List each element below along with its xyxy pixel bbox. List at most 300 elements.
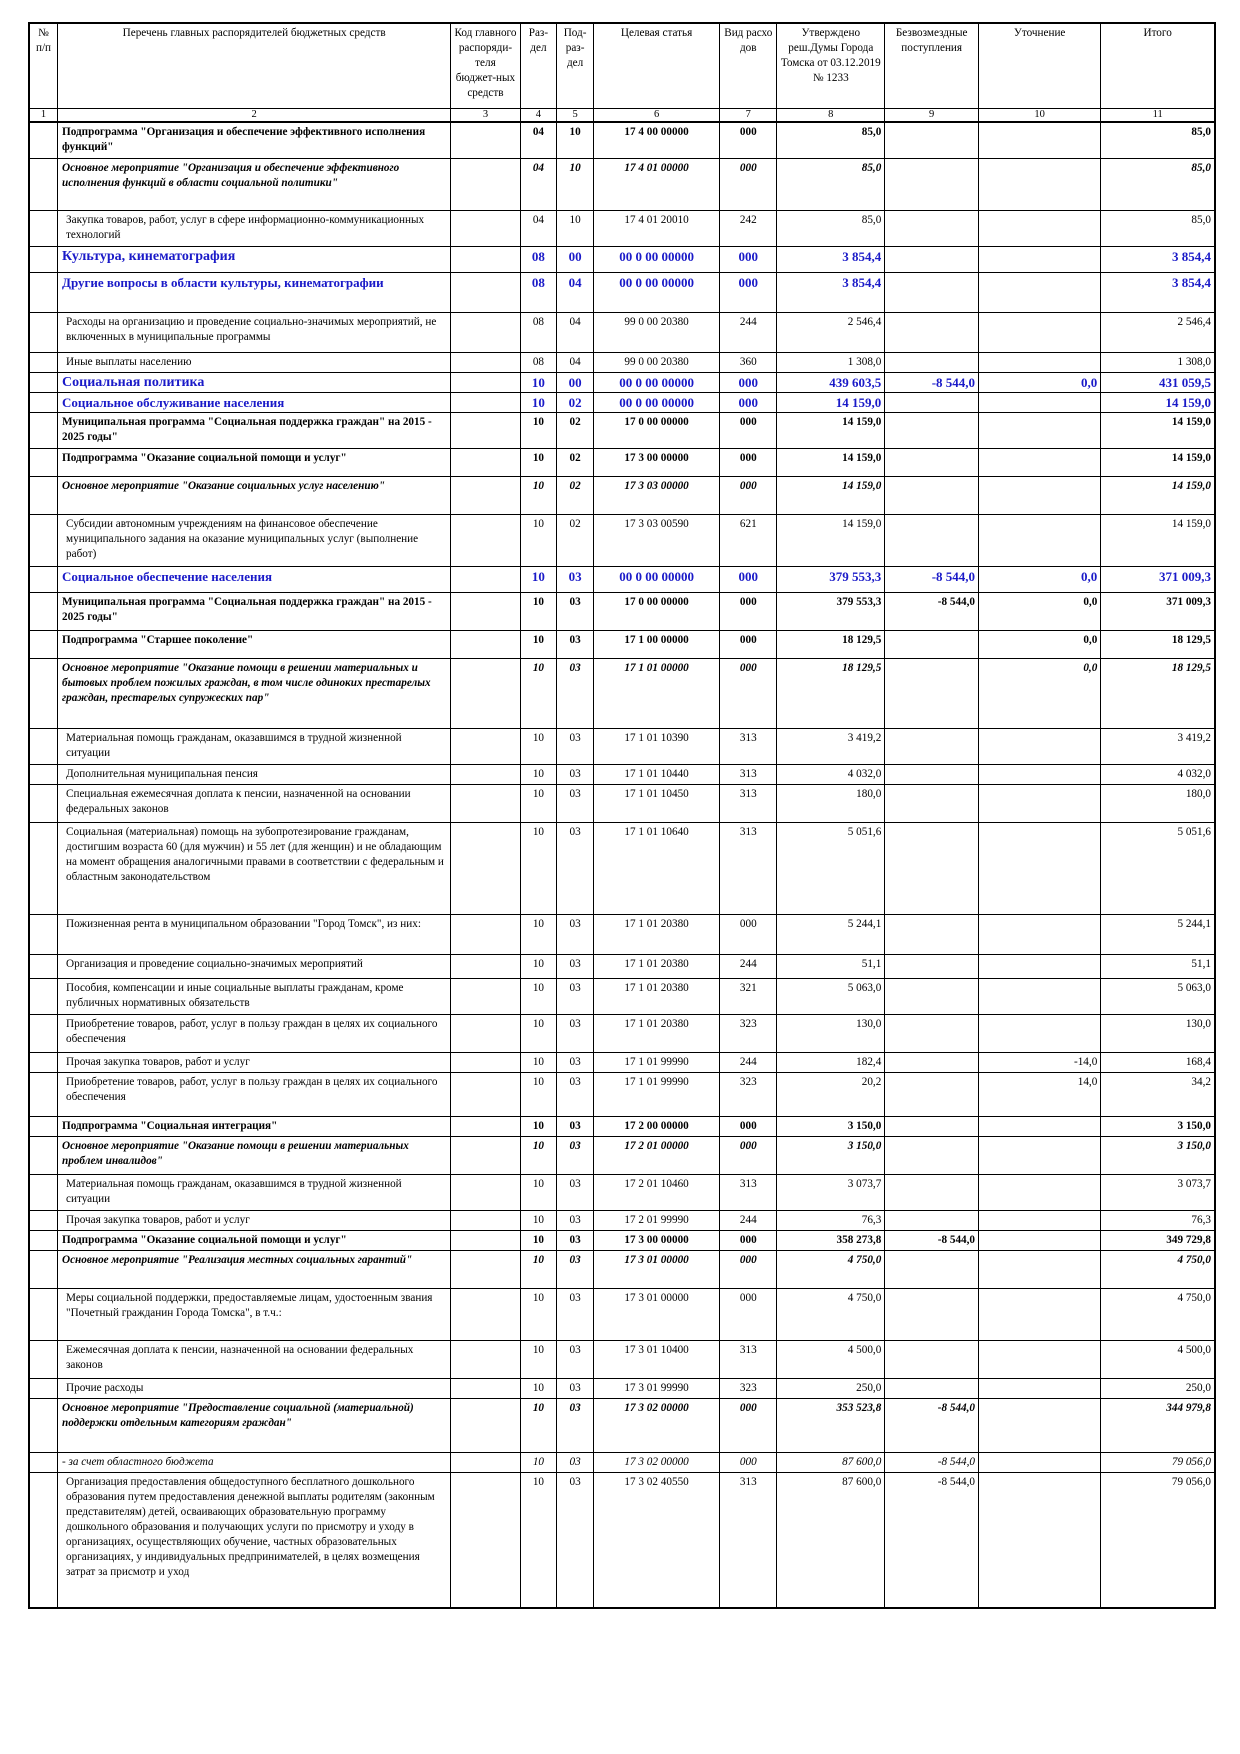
- cell-clarification: [979, 954, 1101, 978]
- cell-gratuitous-receipts: [885, 954, 979, 978]
- cell-item-name: Основное мероприятие "Оказание социальных услуг населению": [58, 476, 451, 514]
- cell-total: 14 159,0: [1101, 476, 1215, 514]
- cell-section: 04: [520, 158, 557, 210]
- cell-target-article: 17 1 01 20380: [593, 1014, 719, 1052]
- table-row: [29, 566, 1215, 592]
- cell-section: 10: [520, 1136, 557, 1174]
- cell-expense-type: 621: [720, 514, 777, 566]
- table-row: [29, 448, 1215, 476]
- cell-section: 08: [520, 272, 557, 312]
- cell-expense-type: 244: [720, 1052, 777, 1072]
- cell-clarification: [979, 1116, 1101, 1136]
- cell-total: 250,0: [1101, 1378, 1215, 1398]
- cell-total: 14 159,0: [1101, 392, 1215, 412]
- cell-gratuitous-receipts: [885, 978, 979, 1014]
- cell-distributor-code: [451, 1014, 520, 1052]
- cell-expense-type: 000: [720, 1452, 777, 1472]
- table-body: [29, 122, 1215, 1608]
- cell-target-article: 17 2 00 00000: [593, 1116, 719, 1136]
- cell-target-article: 17 3 02 00000: [593, 1452, 719, 1472]
- column-number: 6: [593, 109, 719, 123]
- cell-subsection: 03: [557, 1378, 594, 1398]
- cell-target-article: 17 3 00 00000: [593, 1230, 719, 1250]
- cell-clarification: [979, 1398, 1101, 1452]
- cell-total: 180,0: [1101, 784, 1215, 822]
- cell-target-article: 17 0 00 00000: [593, 412, 719, 448]
- cell-total: 2 546,4: [1101, 312, 1215, 352]
- cell-subsection: 04: [557, 352, 594, 372]
- cell-item-name: Основное мероприятие "Реализация местных социальных гарантий": [58, 1250, 451, 1288]
- cell-approved: 1 308,0: [777, 352, 885, 372]
- cell-distributor-code: [451, 392, 520, 412]
- cell-clarification: [979, 412, 1101, 448]
- cell-number: [29, 514, 58, 566]
- cell-total: 34,2: [1101, 1072, 1215, 1116]
- cell-gratuitous-receipts: -8 544,0: [885, 1472, 979, 1608]
- cell-gratuitous-receipts: [885, 1174, 979, 1210]
- cell-expense-type: 242: [720, 210, 777, 246]
- cell-subsection: 03: [557, 1174, 594, 1210]
- table-row: [29, 158, 1215, 210]
- cell-expense-type: 000: [720, 476, 777, 514]
- cell-subsection: 00: [557, 246, 594, 272]
- cell-target-article: 17 3 02 00000: [593, 1398, 719, 1452]
- table-row: [29, 954, 1215, 978]
- cell-clarification: [979, 728, 1101, 764]
- cell-expense-type: 000: [720, 1250, 777, 1288]
- cell-section: 10: [520, 1116, 557, 1136]
- cell-number: [29, 1340, 58, 1378]
- cell-approved: 4 500,0: [777, 1340, 885, 1378]
- cell-number: [29, 978, 58, 1014]
- cell-clarification: [979, 1340, 1101, 1378]
- cell-item-name: Материальная помощь гражданам, оказавшимся в трудной жизненной ситуации: [58, 728, 451, 764]
- cell-gratuitous-receipts: [885, 1052, 979, 1072]
- header-clarification: Уточнение: [979, 23, 1101, 109]
- table-row: [29, 372, 1215, 392]
- header-number: № п/п: [29, 23, 58, 109]
- cell-number: [29, 822, 58, 914]
- cell-clarification: [979, 122, 1101, 158]
- cell-number: [29, 122, 58, 158]
- cell-gratuitous-receipts: -8 544,0: [885, 1398, 979, 1452]
- cell-item-name: Основное мероприятие "Предоставление социальной (материальной) поддержки отдельным категориям граждан": [58, 1398, 451, 1452]
- cell-approved: 3 073,7: [777, 1174, 885, 1210]
- cell-subsection: 03: [557, 1230, 594, 1250]
- cell-expense-type: 244: [720, 954, 777, 978]
- cell-item-name: Пожизненная рента в муниципальном образовании "Город Томск", из них:: [58, 914, 451, 954]
- cell-item-name: Муниципальная программа "Социальная поддержка граждан" на 2015 - 2025 годы": [58, 412, 451, 448]
- table-row: [29, 914, 1215, 954]
- cell-target-article: 17 3 01 99990: [593, 1378, 719, 1398]
- cell-total: 76,3: [1101, 1210, 1215, 1230]
- table-row: [29, 1288, 1215, 1340]
- table-row: [29, 1378, 1215, 1398]
- cell-target-article: 00 0 00 00000: [593, 246, 719, 272]
- header-total: Итого: [1101, 23, 1215, 109]
- table-row: [29, 312, 1215, 352]
- cell-total: 4 032,0: [1101, 764, 1215, 784]
- cell-gratuitous-receipts: [885, 448, 979, 476]
- cell-item-name: Приобретение товаров, работ, услуг в пользу граждан в целях их социального обеспечения: [58, 1014, 451, 1052]
- table-row: [29, 822, 1215, 914]
- cell-target-article: 17 3 01 10400: [593, 1340, 719, 1378]
- cell-target-article: 17 4 01 00000: [593, 158, 719, 210]
- cell-total: 5 051,6: [1101, 822, 1215, 914]
- cell-approved: 85,0: [777, 210, 885, 246]
- table-row: [29, 1072, 1215, 1116]
- cell-approved: 85,0: [777, 158, 885, 210]
- cell-gratuitous-receipts: [885, 1014, 979, 1052]
- cell-target-article: 17 3 03 00000: [593, 476, 719, 514]
- table-row: [29, 1250, 1215, 1288]
- cell-section: 10: [520, 476, 557, 514]
- cell-total: 5 063,0: [1101, 978, 1215, 1014]
- header-subsection: Под-раз-дел: [557, 23, 594, 109]
- cell-clarification: [979, 978, 1101, 1014]
- cell-distributor-code: [451, 954, 520, 978]
- cell-item-name: Субсидии автономным учреждениям на финансовое обеспечение муниципального задания на оказание муниципальных услуг (выполнение работ): [58, 514, 451, 566]
- cell-target-article: 17 1 01 99990: [593, 1052, 719, 1072]
- cell-subsection: 02: [557, 412, 594, 448]
- cell-gratuitous-receipts: [885, 728, 979, 764]
- table-row: [29, 630, 1215, 658]
- cell-distributor-code: [451, 658, 520, 728]
- cell-number: [29, 630, 58, 658]
- cell-subsection: 03: [557, 1210, 594, 1230]
- cell-distributor-code: [451, 514, 520, 566]
- cell-number: [29, 1452, 58, 1472]
- cell-item-name: Муниципальная программа "Социальная поддержка граждан" на 2015 - 2025 годы": [58, 592, 451, 630]
- cell-clarification: [979, 822, 1101, 914]
- cell-target-article: 17 1 01 99990: [593, 1072, 719, 1116]
- cell-approved: 3 150,0: [777, 1136, 885, 1174]
- cell-approved: 439 603,5: [777, 372, 885, 392]
- cell-subsection: 03: [557, 764, 594, 784]
- cell-distributor-code: [451, 246, 520, 272]
- cell-subsection: 03: [557, 1472, 594, 1608]
- cell-number: [29, 476, 58, 514]
- cell-subsection: 00: [557, 372, 594, 392]
- cell-expense-type: 000: [720, 448, 777, 476]
- cell-expense-type: 000: [720, 914, 777, 954]
- cell-gratuitous-receipts: -8 544,0: [885, 372, 979, 392]
- cell-expense-type: 000: [720, 566, 777, 592]
- cell-item-name: Социальное обслуживание населения: [58, 392, 451, 412]
- cell-number: [29, 1378, 58, 1398]
- cell-clarification: [979, 514, 1101, 566]
- cell-approved: 18 129,5: [777, 658, 885, 728]
- table-row: [29, 272, 1215, 312]
- cell-item-name: Расходы на организацию и проведение социально-значимых мероприятий, не включенных в муниципальные программы: [58, 312, 451, 352]
- cell-item-name: Меры социальной поддержки, предоставляемые лицам, удостоенным звания "Почетный гражданин Города Томска", в т.ч.:: [58, 1288, 451, 1340]
- cell-target-article: 99 0 00 20380: [593, 312, 719, 352]
- cell-total: 79 056,0: [1101, 1452, 1215, 1472]
- cell-subsection: 03: [557, 630, 594, 658]
- cell-item-name: - за счет областного бюджета: [58, 1452, 451, 1472]
- table-row: [29, 1116, 1215, 1136]
- cell-subsection: 04: [557, 272, 594, 312]
- cell-gratuitous-receipts: -8 544,0: [885, 592, 979, 630]
- cell-clarification: [979, 476, 1101, 514]
- cell-approved: 250,0: [777, 1378, 885, 1398]
- table-row: [29, 1472, 1215, 1608]
- cell-number: [29, 764, 58, 784]
- cell-number: [29, 1136, 58, 1174]
- cell-number: [29, 1250, 58, 1288]
- cell-target-article: 17 4 01 20010: [593, 210, 719, 246]
- cell-approved: 14 159,0: [777, 514, 885, 566]
- cell-section: 10: [520, 412, 557, 448]
- cell-item-name: Подпрограмма "Организация и обеспечение эффективного исполнения функций": [58, 122, 451, 158]
- cell-number: [29, 1174, 58, 1210]
- cell-clarification: [979, 1250, 1101, 1288]
- cell-distributor-code: [451, 1452, 520, 1472]
- cell-section: 10: [520, 914, 557, 954]
- cell-clarification: [979, 1014, 1101, 1052]
- cell-total: 85,0: [1101, 122, 1215, 158]
- cell-approved: 182,4: [777, 1052, 885, 1072]
- cell-number: [29, 658, 58, 728]
- cell-clarification: [979, 1210, 1101, 1230]
- cell-item-name: Социальная (материальная) помощь на зубопротезирование гражданам, достигшим возраста 60 (для мужчин) и 55 лет (для женщин) и не обладающим на момент обращения аналогичными правами в соответствии с федеральным и областным законодательством: [58, 822, 451, 914]
- cell-number: [29, 272, 58, 312]
- cell-target-article: 17 1 01 20380: [593, 954, 719, 978]
- cell-item-name: Подпрограмма "Старшее поколение": [58, 630, 451, 658]
- cell-clarification: 0,0: [979, 658, 1101, 728]
- cell-approved: 4 750,0: [777, 1250, 885, 1288]
- cell-approved: 4 032,0: [777, 764, 885, 784]
- cell-item-name: Иные выплаты населению: [58, 352, 451, 372]
- cell-section: 04: [520, 122, 557, 158]
- cell-gratuitous-receipts: [885, 1378, 979, 1398]
- cell-gratuitous-receipts: [885, 122, 979, 158]
- cell-item-name: Организация и проведение социально-значимых мероприятий: [58, 954, 451, 978]
- cell-total: 371 009,3: [1101, 592, 1215, 630]
- budget-table: [28, 22, 1216, 1609]
- cell-approved: 5 063,0: [777, 978, 885, 1014]
- cell-expense-type: 000: [720, 592, 777, 630]
- table-row: [29, 1340, 1215, 1378]
- cell-expense-type: 000: [720, 658, 777, 728]
- cell-total: 51,1: [1101, 954, 1215, 978]
- cell-clarification: 0,0: [979, 372, 1101, 392]
- cell-clarification: 14,0: [979, 1072, 1101, 1116]
- cell-distributor-code: [451, 122, 520, 158]
- cell-clarification: [979, 158, 1101, 210]
- cell-approved: 14 159,0: [777, 448, 885, 476]
- cell-distributor-code: [451, 272, 520, 312]
- cell-number: [29, 954, 58, 978]
- cell-distributor-code: [451, 476, 520, 514]
- cell-subsection: 03: [557, 914, 594, 954]
- header-expense-type: Вид расхо дов: [720, 23, 777, 109]
- cell-subsection: 10: [557, 210, 594, 246]
- cell-expense-type: 313: [720, 1174, 777, 1210]
- cell-clarification: [979, 1230, 1101, 1250]
- cell-approved: 87 600,0: [777, 1472, 885, 1608]
- cell-target-article: 17 1 01 20380: [593, 978, 719, 1014]
- cell-number: [29, 210, 58, 246]
- table-row: [29, 1230, 1215, 1250]
- table-row: [29, 1174, 1215, 1210]
- cell-approved: 18 129,5: [777, 630, 885, 658]
- table-row: [29, 1136, 1215, 1174]
- cell-approved: 5 051,6: [777, 822, 885, 914]
- header-distributor-code: Код главного распоряди-теля бюджет-ных средств: [451, 23, 520, 109]
- cell-distributor-code: [451, 566, 520, 592]
- cell-item-name: Основное мероприятие "Оказание помощи в решении материальных проблем инвалидов": [58, 1136, 451, 1174]
- cell-gratuitous-receipts: [885, 312, 979, 352]
- cell-total: 5 244,1: [1101, 914, 1215, 954]
- cell-target-article: 17 1 01 20380: [593, 914, 719, 954]
- cell-expense-type: 313: [720, 822, 777, 914]
- cell-section: 10: [520, 630, 557, 658]
- cell-clarification: [979, 1136, 1101, 1174]
- cell-clarification: [979, 246, 1101, 272]
- cell-target-article: 17 3 02 40550: [593, 1472, 719, 1608]
- cell-distributor-code: [451, 1250, 520, 1288]
- cell-expense-type: 313: [720, 784, 777, 822]
- column-number: 11: [1101, 109, 1215, 123]
- cell-total: 371 009,3: [1101, 566, 1215, 592]
- cell-number: [29, 914, 58, 954]
- cell-approved: 85,0: [777, 122, 885, 158]
- cell-subsection: 02: [557, 514, 594, 566]
- cell-gratuitous-receipts: [885, 392, 979, 412]
- header-distributors: Перечень главных распорядителей бюджетных средств: [58, 23, 451, 109]
- cell-item-name: Дополнительная муниципальная пенсия: [58, 764, 451, 784]
- cell-total: 431 059,5: [1101, 372, 1215, 392]
- cell-total: 14 159,0: [1101, 448, 1215, 476]
- cell-section: 10: [520, 1398, 557, 1452]
- cell-number: [29, 1014, 58, 1052]
- cell-approved: 379 553,3: [777, 592, 885, 630]
- cell-gratuitous-receipts: [885, 1288, 979, 1340]
- cell-target-article: 17 1 00 00000: [593, 630, 719, 658]
- cell-item-name: Прочие расходы: [58, 1378, 451, 1398]
- cell-subsection: 03: [557, 1398, 594, 1452]
- cell-target-article: 99 0 00 20380: [593, 352, 719, 372]
- cell-total: 14 159,0: [1101, 514, 1215, 566]
- cell-gratuitous-receipts: [885, 1072, 979, 1116]
- cell-expense-type: 000: [720, 1288, 777, 1340]
- cell-approved: 353 523,8: [777, 1398, 885, 1452]
- cell-total: 18 129,5: [1101, 630, 1215, 658]
- column-number: 2: [58, 109, 451, 123]
- cell-subsection: 10: [557, 158, 594, 210]
- cell-target-article: 00 0 00 00000: [593, 392, 719, 412]
- cell-number: [29, 392, 58, 412]
- cell-clarification: [979, 272, 1101, 312]
- cell-target-article: 17 4 00 00000: [593, 122, 719, 158]
- cell-clarification: [979, 1472, 1101, 1608]
- cell-number: [29, 372, 58, 392]
- cell-gratuitous-receipts: [885, 1340, 979, 1378]
- cell-distributor-code: [451, 1174, 520, 1210]
- cell-approved: 3 150,0: [777, 1116, 885, 1136]
- cell-expense-type: 000: [720, 372, 777, 392]
- header-target-article: Целевая статья: [593, 23, 719, 109]
- cell-approved: 130,0: [777, 1014, 885, 1052]
- cell-approved: 379 553,3: [777, 566, 885, 592]
- table-row: [29, 514, 1215, 566]
- cell-target-article: 17 2 01 00000: [593, 1136, 719, 1174]
- cell-subsection: 03: [557, 978, 594, 1014]
- cell-gratuitous-receipts: [885, 764, 979, 784]
- cell-target-article: 17 3 01 00000: [593, 1250, 719, 1288]
- cell-distributor-code: [451, 630, 520, 658]
- cell-number: [29, 312, 58, 352]
- cell-item-name: Прочая закупка товаров, работ и услуг: [58, 1210, 451, 1230]
- table-row: [29, 1398, 1215, 1452]
- column-number: 5: [557, 109, 594, 123]
- column-numbers-row: [29, 109, 1215, 123]
- cell-section: 10: [520, 822, 557, 914]
- cell-section: 10: [520, 592, 557, 630]
- cell-distributor-code: [451, 1210, 520, 1230]
- cell-approved: 14 159,0: [777, 392, 885, 412]
- cell-expense-type: 323: [720, 1378, 777, 1398]
- cell-total: 4 750,0: [1101, 1250, 1215, 1288]
- table-row: [29, 592, 1215, 630]
- cell-subsection: 03: [557, 592, 594, 630]
- cell-gratuitous-receipts: [885, 914, 979, 954]
- cell-approved: 180,0: [777, 784, 885, 822]
- cell-total: 3 854,4: [1101, 272, 1215, 312]
- cell-expense-type: 000: [720, 246, 777, 272]
- table-row: [29, 476, 1215, 514]
- cell-approved: 87 600,0: [777, 1452, 885, 1472]
- cell-subsection: 03: [557, 1052, 594, 1072]
- cell-gratuitous-receipts: [885, 352, 979, 372]
- cell-distributor-code: [451, 1136, 520, 1174]
- cell-expense-type: 313: [720, 1340, 777, 1378]
- cell-expense-type: 000: [720, 1116, 777, 1136]
- table-header: [29, 23, 1215, 122]
- cell-approved: 51,1: [777, 954, 885, 978]
- cell-total: 344 979,8: [1101, 1398, 1215, 1452]
- cell-expense-type: 000: [720, 122, 777, 158]
- cell-subsection: 03: [557, 1452, 594, 1472]
- cell-subsection: 03: [557, 1340, 594, 1378]
- cell-expense-type: 000: [720, 630, 777, 658]
- cell-distributor-code: [451, 1052, 520, 1072]
- cell-target-article: 17 3 01 00000: [593, 1288, 719, 1340]
- cell-distributor-code: [451, 448, 520, 476]
- cell-section: 10: [520, 1452, 557, 1472]
- cell-total: 130,0: [1101, 1014, 1215, 1052]
- table-row: [29, 352, 1215, 372]
- cell-expense-type: 000: [720, 272, 777, 312]
- cell-total: 3 854,4: [1101, 246, 1215, 272]
- cell-approved: 3 854,4: [777, 272, 885, 312]
- cell-clarification: [979, 210, 1101, 246]
- cell-number: [29, 246, 58, 272]
- cell-section: 08: [520, 246, 557, 272]
- cell-approved: 358 273,8: [777, 1230, 885, 1250]
- cell-total: 85,0: [1101, 158, 1215, 210]
- cell-number: [29, 566, 58, 592]
- cell-total: 349 729,8: [1101, 1230, 1215, 1250]
- cell-subsection: 04: [557, 312, 594, 352]
- cell-subsection: 03: [557, 1014, 594, 1052]
- cell-target-article: 17 1 01 00000: [593, 658, 719, 728]
- cell-expense-type: 244: [720, 1210, 777, 1230]
- cell-distributor-code: [451, 1472, 520, 1608]
- cell-total: 4 750,0: [1101, 1288, 1215, 1340]
- cell-approved: 14 159,0: [777, 412, 885, 448]
